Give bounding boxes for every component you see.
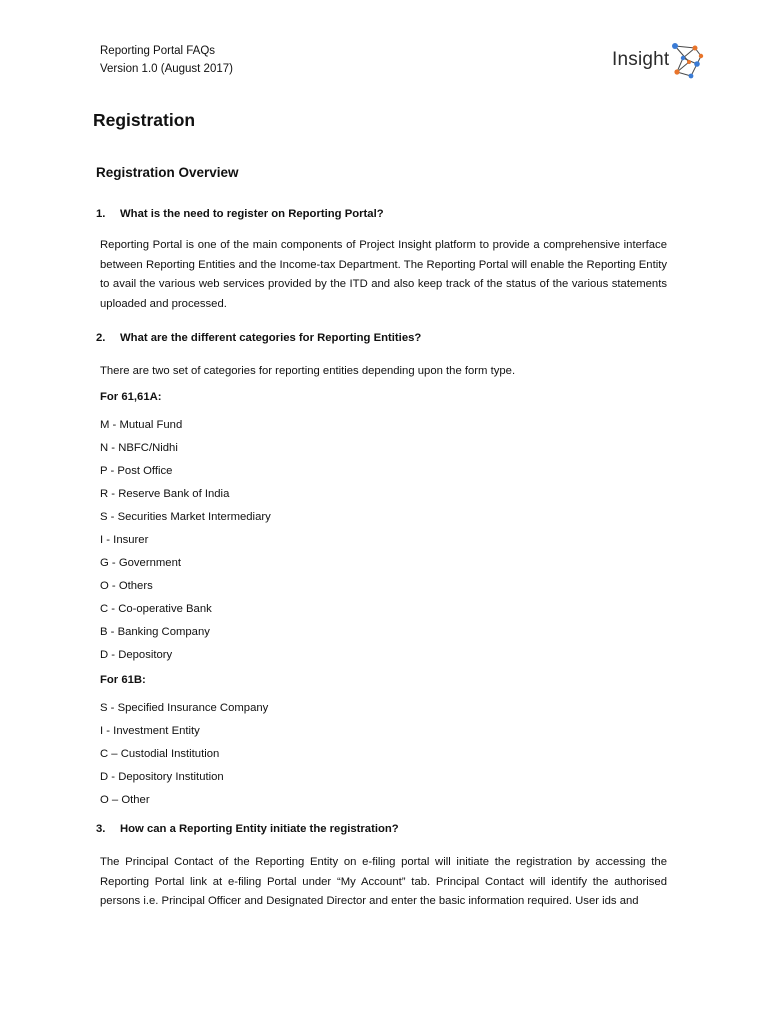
document-title: Reporting Portal FAQs	[100, 45, 216, 57]
list-item: S - Securities Market Intermediary	[100, 511, 271, 523]
list-item: O – Other	[100, 794, 150, 806]
list-item: G - Government	[100, 557, 181, 569]
question-2	[96, 330, 421, 346]
section-title: Registration Overview	[96, 165, 239, 180]
document-header	[100, 42, 233, 78]
question-3	[96, 821, 399, 837]
logo-text: Insight	[612, 49, 670, 70]
page-title: Registration	[93, 110, 196, 130]
list-item: C - Co-operative Bank	[100, 603, 212, 615]
network-mark-icon	[669, 42, 705, 80]
list-item: C – Custodial Institution	[100, 748, 220, 760]
list-item: P - Post Office	[100, 465, 173, 477]
question-text: What are the different categories for Reporting Entities?	[120, 332, 422, 344]
question-1	[96, 206, 384, 222]
answer-2: There are two set of categories for reporting entities depending upon the form type.	[100, 365, 516, 377]
question-text: How can a Reporting Entity initiate the registration?	[120, 823, 399, 835]
answer-3: The Principal Contact of the Reporting Entity on e-filing portal will initiate the registration by accessing the Reporting Portal link at e-filing Portal under “My Account” tab. Principal Contact will identify the authorised persons i.e. Principal Officer and Designated Director and enter the basic information required. User ids and	[100, 856, 667, 907]
list-item: B - Banking Company	[100, 626, 210, 638]
question-number: 1.	[96, 208, 106, 220]
list-item: N - NBFC/Nidhi	[100, 442, 178, 454]
answer-1: Reporting Portal is one of the main components of Project Insight platform to provide a comprehensive interface between Reporting Entities and the Income-tax Department. The Reporting Portal will enable the Reporting Entity to avail the various web services provided by the ITD and also keep track of the status of the various statements uploaded and processed.	[100, 239, 667, 310]
question-number: 3.	[96, 823, 106, 835]
category-list-61-61a	[100, 417, 271, 670]
list-item: D - Depository	[100, 649, 173, 661]
document-version: Version 1.0 (August 2017)	[100, 63, 233, 75]
question-number: 2.	[96, 332, 106, 344]
category-group-label: For 61,61A:	[100, 391, 162, 403]
list-item: I - Investment Entity	[100, 725, 200, 737]
question-text: What is the need to register on Reporting Portal?	[120, 208, 384, 220]
category-list-61b	[100, 700, 268, 815]
list-item: O - Others	[100, 580, 153, 592]
list-item: S - Specified Insurance Company	[100, 702, 269, 714]
list-item: D - Depository Institution	[100, 771, 224, 783]
list-item: M - Mutual Fund	[100, 419, 183, 431]
insight-logo	[612, 42, 707, 80]
list-item: I - Insurer	[100, 534, 149, 546]
category-group-label: For 61B:	[100, 674, 146, 686]
list-item: R - Reserve Bank of India	[100, 488, 230, 500]
